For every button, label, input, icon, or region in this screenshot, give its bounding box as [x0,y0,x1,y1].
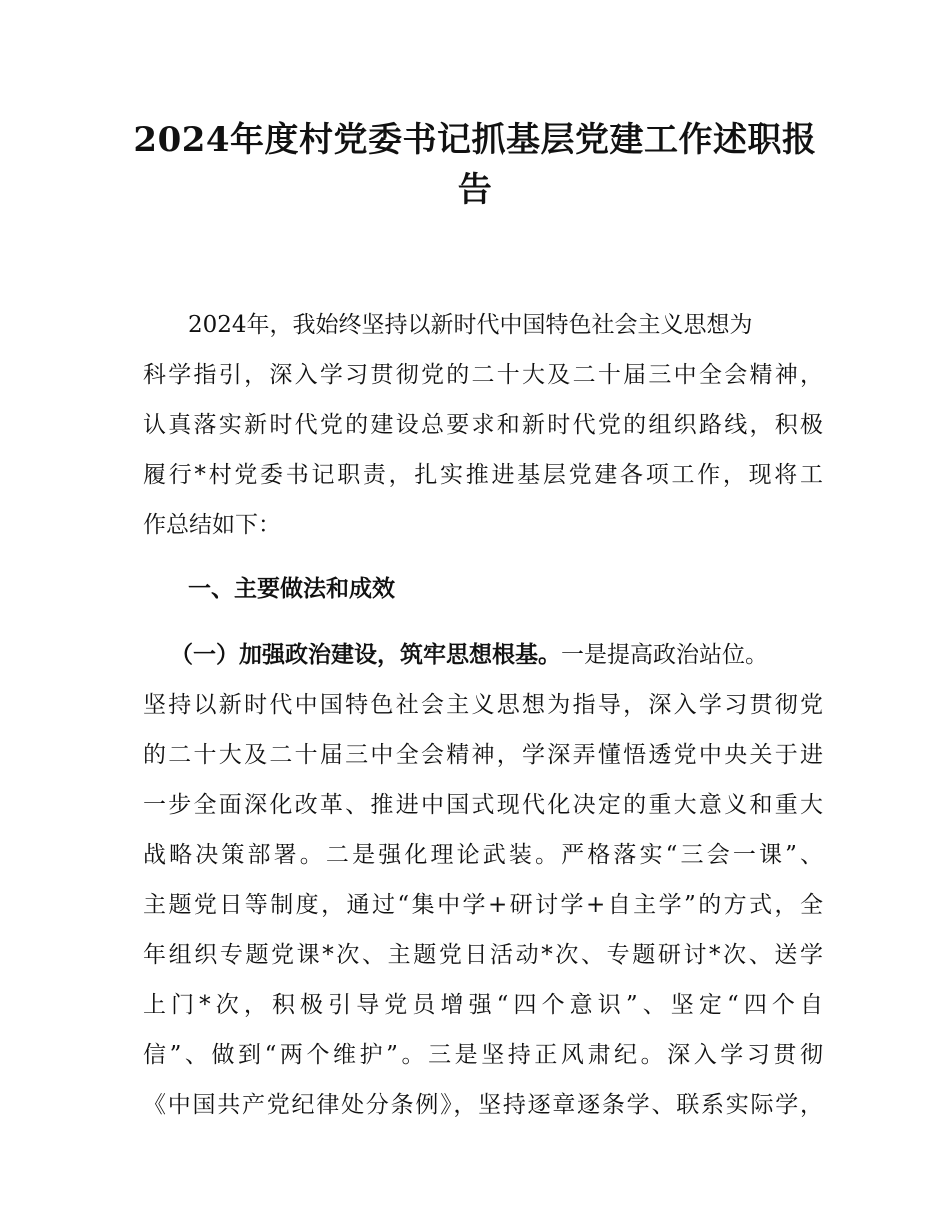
body-line: 主题党日等制度，通过“集中学+研讨学+自主学”的方式，全 [143,892,823,918]
intro-line: 作总结如下： [143,512,281,538]
document-title-line-1: 2024年度村党委书记抓基层党建工作述职报 [133,120,817,160]
body-line: 上门*次，积极引导党员增强“四个意识”、坚定“四个自 [143,992,823,1018]
intro-line: 科学指引，深入学习贯彻党的二十大及二十届三中全会精神， [143,362,823,388]
intro-line: 履行*村党委书记职责，扎实推进基层党建各项工作，现将工 [143,462,823,488]
section-heading: 一、主要做法和成效 [188,576,395,602]
intro-line: 认真落实新时代党的建设总要求和新时代党的组织路线，积极 [143,412,823,438]
body-line: 年组织专题党课*次、主题党日活动*次、专题研讨*次、送学 [143,942,823,968]
subsection-first-line [170,640,768,670]
body-line: 一步全面深化改革、推进中国式现代化决定的重大意义和重大 [143,792,823,818]
body-line: 的二十大及二十届三中全会精神，学深弄懂悟透党中央关于进 [143,742,823,768]
body-line: 战略决策部署。二是强化理论武装。严格落实“三会一课”、 [143,842,823,868]
subsection-heading: （一）加强政治建设，筑牢思想根基。 [170,642,561,668]
body-line: 信”、做到“两个维护”。三是坚持正风肃纪。深入学习贯彻 [143,1042,823,1068]
body-line: 《中国共产党纪律处分条例》，坚持逐章逐条学、联系实际学， [143,1092,823,1118]
intro-line: 2024年，我始终坚持以新时代中国特色社会主义思想为 [188,312,753,338]
subsection-text: 一是提高政治站位。 [561,642,768,668]
document-title-line-2: 告 [457,170,493,210]
body-line: 坚持以新时代中国特色社会主义思想为指导，深入学习贯彻党 [143,692,823,718]
